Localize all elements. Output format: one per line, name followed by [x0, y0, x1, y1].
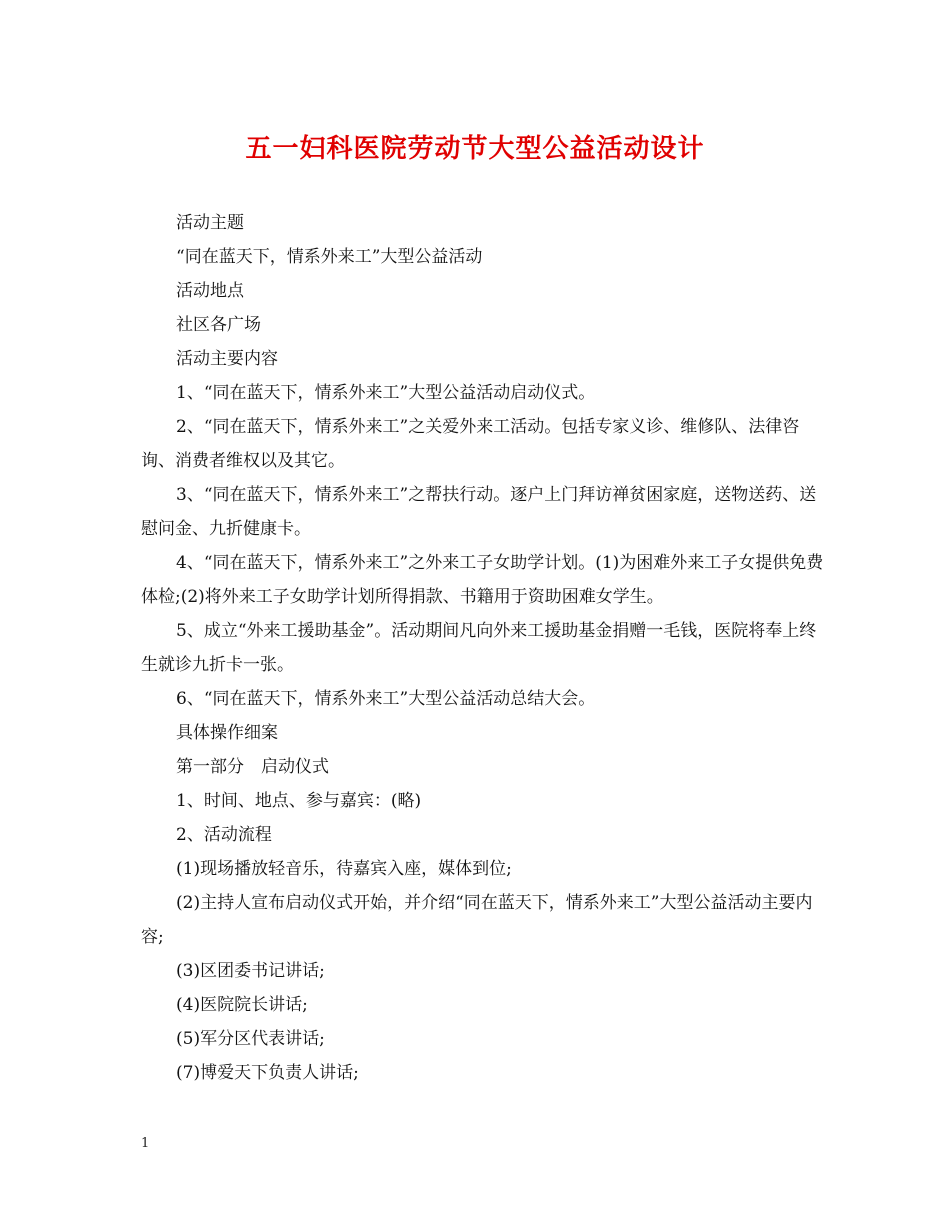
paragraph-activity-theme: “同在蓝天下，情系外来工”大型公益活动: [176, 247, 483, 267]
page-number: 1: [141, 1136, 150, 1151]
paragraph-item-2: 2、“同在蓝天下，情系外来工”之关爱外来工活动。包括专家义诊、维修队、法律咨询、消费者维权以及其它。: [141, 417, 800, 471]
paragraph-step-7: (7)博爱天下负责人讲话;: [176, 1063, 359, 1083]
paragraph-time-location-guests: 1、时间、地点、参与嘉宾：(略): [176, 791, 422, 811]
paragraph-activity-process: 2、活动流程: [176, 825, 272, 845]
document-title: 五一妇科医院劳动节大型公益活动设计: [245, 134, 705, 164]
paragraph-detailed-plan-heading: 具体操作细案: [176, 723, 278, 743]
paragraph-step-3: (3)区团委书记讲话;: [176, 961, 325, 981]
paragraph-item-6: 6、“同在蓝天下，情系外来工”大型公益活动总结大会。: [176, 689, 596, 709]
paragraph-step-2: (2)主持人宣布启动仪式开始，并介绍“同在蓝天下，情系外来工”大型公益活动主要内容;: [141, 893, 813, 947]
paragraph-part-one-heading: 第一部分 启动仪式: [176, 757, 329, 777]
paragraph-item-3: 3、“同在蓝天下，情系外来工”之帮扶行动。逐户上门拜访禅贫困家庭，送物送药、送慰问金、九折健康卡。: [141, 485, 817, 539]
paragraph-step-4: (4)医院院长讲话;: [176, 995, 308, 1015]
paragraph-item-4: 4、“同在蓝天下，情系外来工”之外来工子女助学计划。(1)为困难外来工子女提供免费体检;(2)将外来工子女助学计划所得捐款、书籍用于资助困难女学生。: [141, 553, 824, 607]
paragraph-step-5: (5)军分区代表讲话;: [176, 1029, 325, 1049]
paragraph-item-5: 5、成立“外来工援助基金”。活动期间凡向外来工援助基金捐赠一毛钱，医院将奉上终生就诊九折卡一张。: [141, 621, 817, 675]
paragraph-activity-location: 社区各广场: [176, 315, 261, 335]
paragraph-main-content-heading: 活动主要内容: [176, 349, 278, 369]
paragraph-step-1: (1)现场播放轻音乐，待嘉宾入座，媒体到位;: [176, 859, 512, 879]
document-body: [141, 206, 831, 1090]
paragraph-activity-location-heading: 活动地点: [176, 281, 244, 301]
paragraph-item-1: 1、“同在蓝天下，情系外来工”大型公益活动启动仪式。: [176, 383, 596, 403]
paragraph-activity-theme-heading: 活动主题: [176, 213, 244, 233]
